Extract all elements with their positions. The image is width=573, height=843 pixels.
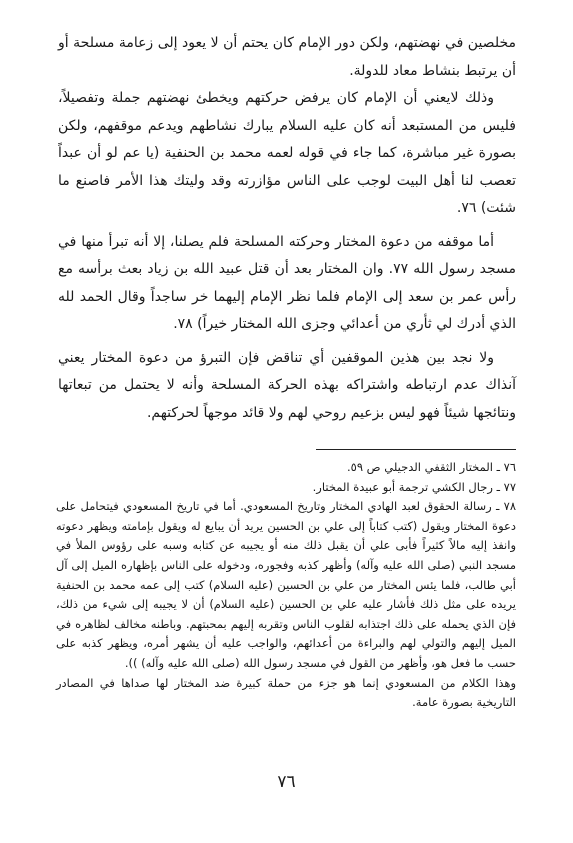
paragraph-3: أما موقفه من دعوة المختار وحركته المسلحة فلم يصلنا، إلا أنه تبرأ منها في مسجد رسول الله ٧٧. وان المختار بعد أن قتل عبيد الله بن زياد بعث برأسه مع رأس عمر بن سعد إلى الإمام فلما نظر الإمام إليهما خر ساجداً وقال الحمد لله الذي أدرك لي ثأري من أعدائي وجزى الله المختار خيراً) ٧٨.: [58, 233, 516, 332]
main-text: [58, 30, 516, 427]
footnote-77: ٧٧ ـ رجال الكشي ترجمة أبو عبيدة المختار.: [312, 479, 516, 494]
footnotes: [56, 458, 516, 713]
paragraph-2: وذلك لايعني أن الإمام كان يرفض حركتهم ويخطئ نهضتهم جملة وتفصيلاً، فليس من المستبعد أنه كان عليه السلام يبارك نشاطهم ويدعم موقفهم، ولكن بصورة غير مباشرة، كما جاء في قوله لعمه محمد بن الحنفية (يا عم لو أن عبداً تعصب لنا أهل البيت لوجب على الناس مؤازرته وقد وليتك هذا الأمر فاصنع ما شئت) ٧٦.: [58, 90, 516, 216]
footnote-note: وهذا الكلام من المسعودي إنما هو جزء من حملة كبيرة ضد المختار لها صداها في المصادر التاريخية بصورة عامة.: [56, 675, 516, 710]
footnote-78: ٧٨ ـ رسالة الحقوق لعبد الهادي المختار وتاريخ المسعودي. أما في تاريخ المسعودي فيتحامل على دعوة المختار ويقول (كتب كتاباً إلى علي بن الحسين يريد أن يبايع له ويقول بإمامته ويظهر دعوته وانفذ إليه مالاً كثيراً فأبى علي أن يقبل ذلك منه أو يجيبه عن كتابه وسبه على رؤوس الملأ في مسجد النبي (صلى الله عليه وآله) وأظهر كذبه وفجوره، ودخوله على الناس بإظهاره الميل إلى آل أبي طالب، فلما يئس المختار من علي بن الحسين (عليه السلام) كتب إلى عمه محمد بن الحنفية يريده على مثل ذلك فأشار عليه علي بن الحسين (عليه السلام) أن لا يجيبه إلى شيء من ذلك، فإن الذي يحمله على ذلك اجتذابه لقلوب الناس وتقربه إليهم بمحبتهم. وباطنه مخالف لظاهره في الميل إليهم والتولي لهم والبراءة من أعدائهم، والواجب عليه أن يشهر أمره، ويظهر كذبه على حسب ما فعل هو، وأظهر من القول في مسجد رسول الله (صلى الله عليه وآله) )).: [56, 499, 516, 670]
paragraph-4: ولا نجد بين هذين الموقفين أي تناقض فإن التبرؤ من دعوة المختار يعني آنذاك عدم ارتباطه واشتراكه بهذه الحركة المسلحة وأنه لا يحتمل من تبعاتها ونتائجها شيئاً فهو ليس بزعيم روحي لهم ولا قائد موجهاً لحركتهم.: [58, 349, 516, 421]
paragraph-1: مخلصين في نهضتهم، ولكن دور الإمام كان يحتم أن لا يعود إلى زعامة مسلحة أو أن يرتبط بنشاط معاد للدولة.: [58, 35, 516, 79]
page-number: ٧٦: [277, 772, 296, 792]
footnote-divider: [316, 449, 516, 450]
footnote-76: ٧٦ ـ المختار الثقفي الدجيلي ص ٥٩.: [347, 460, 516, 474]
